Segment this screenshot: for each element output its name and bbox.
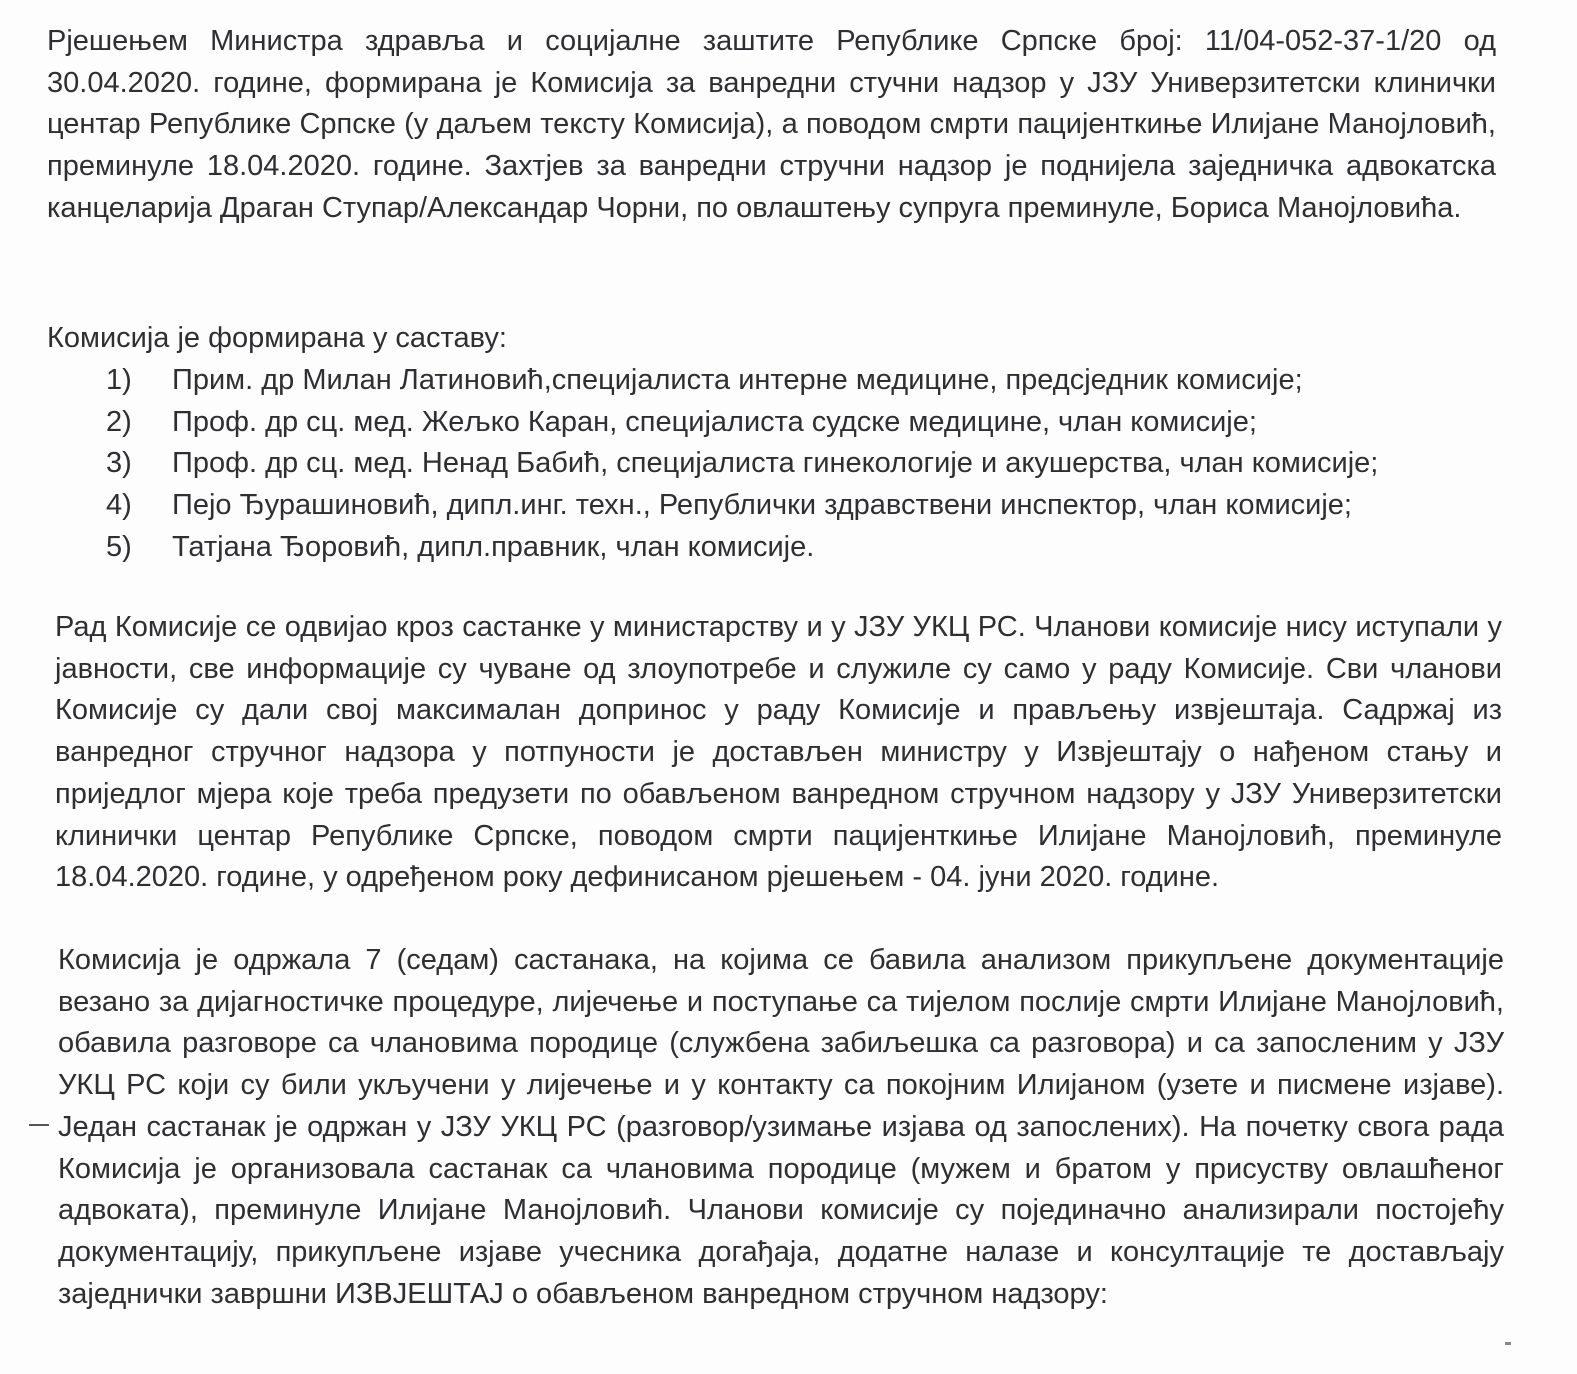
member-text: Прим. др Милан Латиновић,специјалиста интерне медицине, предсједник комисије; bbox=[172, 364, 1303, 396]
member-item bbox=[100, 443, 1378, 485]
member-item bbox=[100, 485, 1378, 527]
member-number: 1) bbox=[106, 364, 132, 396]
member-text: Татјана Ђоровић, дипл.правник, члан комисије. bbox=[172, 530, 815, 563]
member-number: 4) bbox=[106, 489, 132, 522]
member-item bbox=[100, 527, 1378, 569]
member-text: Проф. др сц. мед. Жељко Каран, специјалиста судске медицине, члан комисије; bbox=[172, 405, 1257, 438]
member-item bbox=[100, 360, 1378, 402]
commission-members-list bbox=[100, 360, 1378, 569]
composition-heading: Комисија је формирана у саставу: bbox=[47, 322, 507, 354]
scan-speck bbox=[1505, 1342, 1511, 1345]
member-text: Проф. др сц. мед. Ненад Бабић, специјалиста гинекологије и акушерства, члан комисије; bbox=[172, 447, 1379, 480]
member-number: 2) bbox=[106, 405, 132, 438]
paragraph-decision: Рјешењем Министра здравља и социјалне заштите Републике Српске број: 11/04-052-37-1/20 од 30.04.2020. године, формирана је Комисија за ванредни стучни надзор у ЈЗУ Универзитетски клинички центар Републике Српске (у даљем тексту Комисија), а поводом смрти пацијенткиње Илијане Манојловић, преминуле 18.04.2020. године. Захтјев за ванредни стручни надзор је поднијела заједничка адвокатска канцеларија Драган Ступар/Александар Чорни, по овлаштењу супруга преминуле, Бориса Манојловића. bbox=[47, 25, 1496, 224]
member-number: 5) bbox=[106, 530, 132, 563]
member-text: Пејо Ђурашиновић, дипл.инг. техн., Републички здравствени инспектор, члан комисије; bbox=[172, 489, 1352, 522]
paragraph-commission-work: Рад Комисије се одвијао кроз састанке у министарству и у ЈЗУ УКЦ РС. Чланови комисије нису иступали у јавности, све информације су чуване од злоупотребе и служиле су само у раду Комисије. Сви чланови Комисије су дали свој максималан допринос у раду Комисије и прављењу извјештаја. Садржај из ванредног стручног надзора у потпуности је достављен министру у Извјештају о нађеном стању и приједлог мјера које треба предузети по обављеном ванредном стручном надзору у ЈЗУ Универзитетски клинички центар Републике Српске, поводом смрти пацијенткиње Илијане Манојловић, преминуле 18.04.2020. године, у одређеном року дефинисаном рјешењем - 04. јуни 2020. године. bbox=[55, 611, 1502, 894]
paragraph-meetings: Комисија је одржала 7 (седам) састанака, на којима се бавила анализом прикупљене документације везано за дијагностичке процедуре, лијечење и поступање са тијелом послије смрти Илијане Манојловић, обавила разговоре са члановима породице (службена забиљешка са разговора) и са запосленим у ЈЗУ УКЦ РС који су били укључени у лијечење и у контакту са покојним Илијаном (узете и писмене изјаве). Један састанак је одржан у ЈЗУ УКЦ РС (разговор/узимање изјава од запослених). На почетку свога рада Комисија је организовала састанак са члановима породице (мужем и братом у присуству овлашћеног адвоката), преминуле Илијане Манојловић. Чланови комисије су појединачно анализирали постојећу документацију, прикупљене изјаве учесника догађаја, додатне налазе и консултације те достављају заједнички завршни ИЗВЈЕШТАЈ о обављеном ванредном стручном надзору: bbox=[58, 944, 1504, 1310]
member-item bbox=[100, 402, 1378, 444]
member-number: 3) bbox=[106, 447, 132, 480]
margin-mark bbox=[29, 1124, 49, 1126]
